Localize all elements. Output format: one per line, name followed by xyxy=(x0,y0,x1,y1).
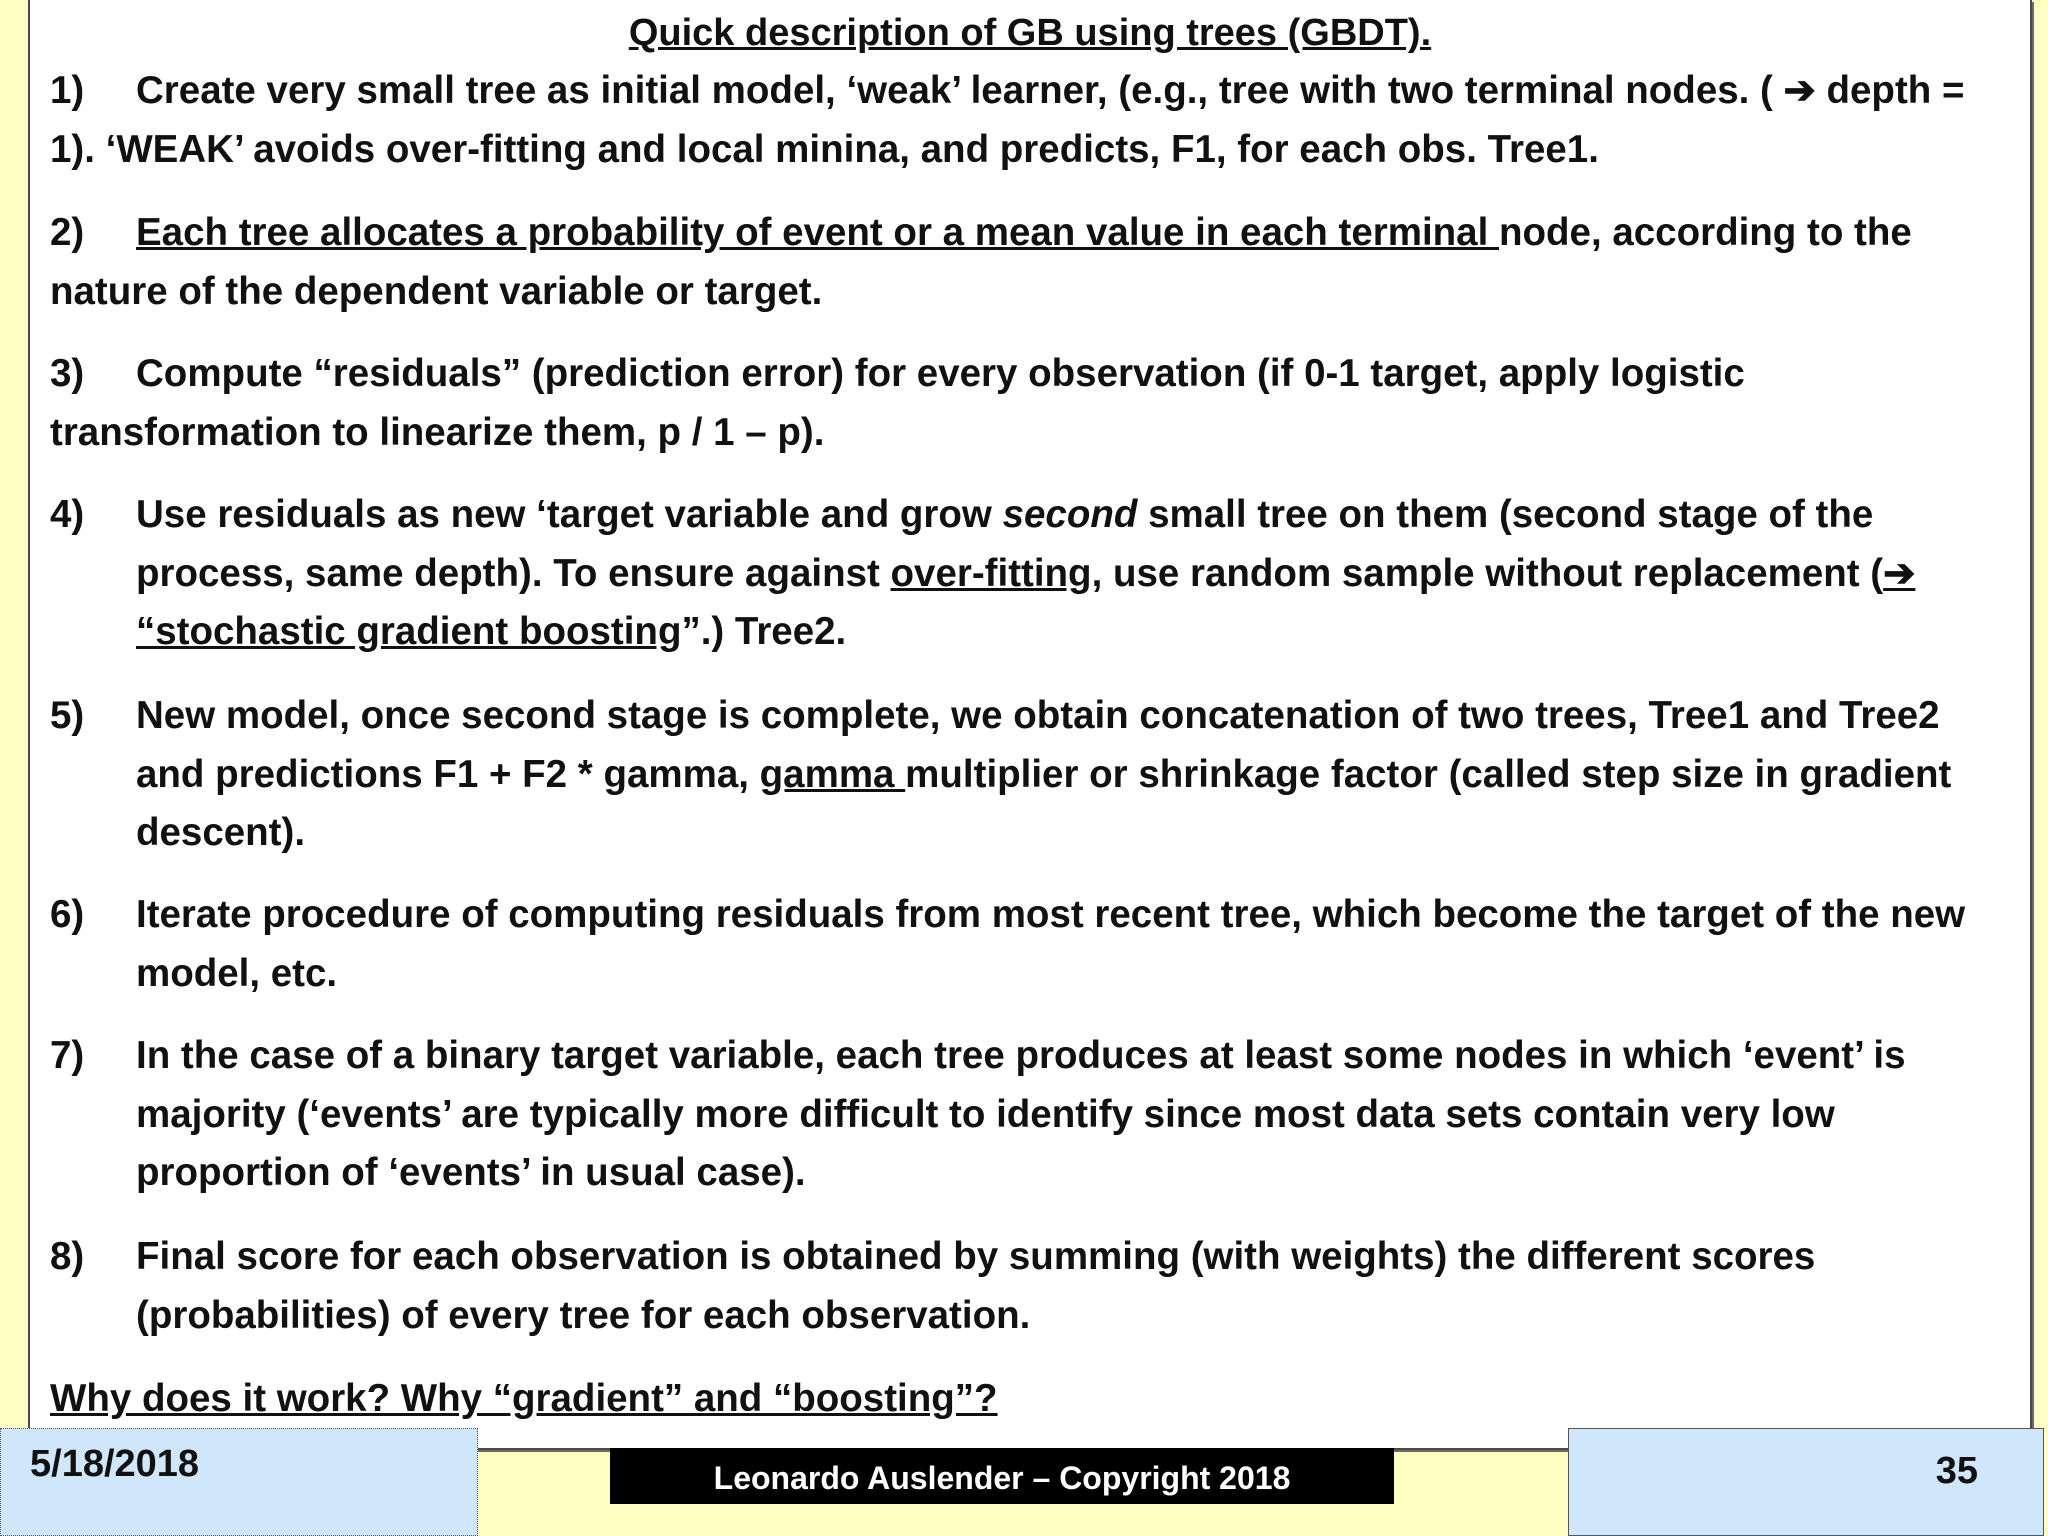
list-item-3 xyxy=(50,345,2010,462)
list-item-2 xyxy=(50,204,2010,321)
list-item-1 xyxy=(50,62,2010,179)
item-number: 7) xyxy=(50,1034,85,1077)
item-number: 6) xyxy=(50,893,85,936)
list-item-8 xyxy=(50,1228,2010,1345)
item-number: 4) xyxy=(50,493,85,536)
item-number: 8) xyxy=(50,1235,85,1278)
item-number: 1) xyxy=(50,69,85,112)
list-item-7 xyxy=(50,1027,2010,1203)
item-number: 3) xyxy=(50,352,85,395)
page-number: 35 xyxy=(1935,1450,1978,1492)
list-item-6 xyxy=(50,886,2010,1003)
list-item-4 xyxy=(50,486,2010,662)
item-text: In the case of a binary target variable, each tree produces at least some nodes in which ‘event’ is majority (‘events’ are typically more difficult to identify since most data sets contain very low proportion of ‘events’ in usual case). xyxy=(136,1034,1906,1194)
list-item-5 xyxy=(50,687,2010,863)
item-text: Use residuals as new ‘target variable and grow second small tree on them (second stage of the process, same depth). To ensure against over-fitting, use random sample without replacement (➔ “stochastic gradient boosting”.) Tree2. xyxy=(136,493,1916,653)
item-text: Compute “residuals” (prediction error) for every observation (if 0-1 target, apply logistic transformation to linearize them, p / 1 – p). xyxy=(50,352,1745,454)
item-number: 2) xyxy=(50,211,85,254)
closing-question: Why does it work? Why “gradient” and “boosting”? xyxy=(50,1377,998,1420)
item-text: Create very small tree as initial model, ‘weak’ learner, (e.g., tree with two terminal nodes. ( ➔ depth = 1). ‘WEAK’ avoids over-fitting and local minina, and predicts, F1, for each obs. Tree1. xyxy=(50,69,1965,171)
slide-title: Quick description of GB using trees (GBDT). xyxy=(628,12,1432,54)
footer-copyright: Leonardo Auslender – Copyright 2018 xyxy=(610,1448,1394,1504)
item-text: New model, once second stage is complete, we obtain concatenation of two trees, Tree1 and Tree2 and predictions F1 + F2 * gamma, gamma multiplier or shrinkage factor (called step size in gradient descent). xyxy=(136,694,1952,854)
item-text: Iterate procedure of computing residuals from most recent tree, which become the target of the new model, etc. xyxy=(136,893,1966,995)
item-text: Each tree allocates a probability of event or a mean value in each terminal node, according to the nature of the dependent variable or target. xyxy=(50,211,1912,313)
footer-date: 5/18/2018 xyxy=(30,1443,200,1485)
item-number: 5) xyxy=(50,694,85,737)
slide-panel xyxy=(28,0,2032,1450)
item-text: Final score for each observation is obtained by summing (with weights) the different scores (probabilities) of every tree for each observation. xyxy=(136,1235,1816,1337)
